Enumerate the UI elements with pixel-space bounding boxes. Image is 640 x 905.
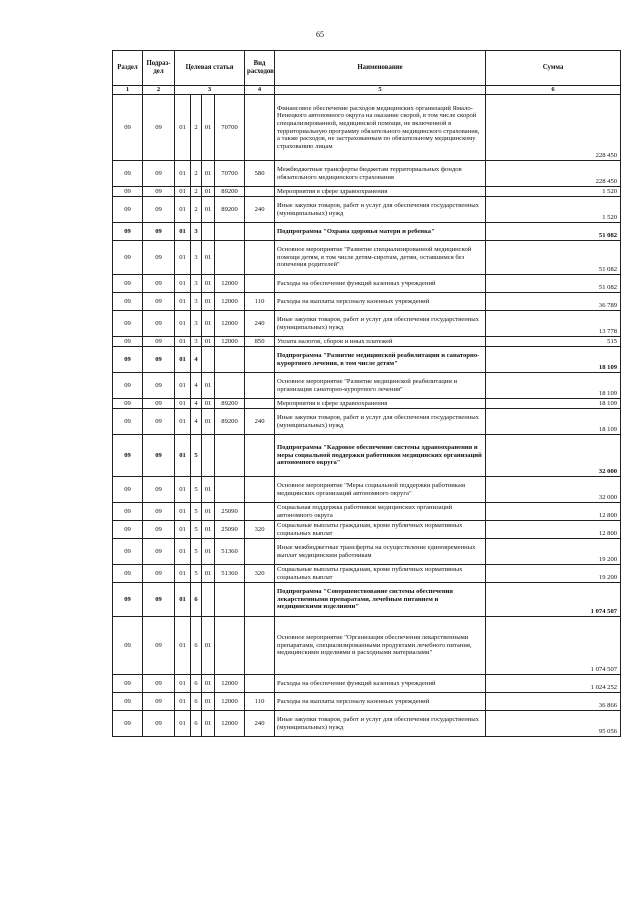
razdel-cell: 09 [113, 223, 143, 241]
sum-cell: 1 074 507 [486, 617, 621, 675]
razdel-cell: 09 [113, 435, 143, 477]
sum-cell: 19 200 [486, 539, 621, 565]
target-cell-3: 01 [202, 503, 215, 521]
name-cell: Иные закупки товаров, работ и услуг для обеспечения государственных (муниципальных) нужд [275, 197, 486, 223]
podrazdel-cell: 09 [143, 521, 175, 539]
sum-cell: 51 082 [486, 275, 621, 293]
target-cell-2: 4 [191, 409, 202, 435]
vid-cell [245, 347, 275, 373]
target-cell-3: 01 [202, 311, 215, 337]
sum-cell: 1 024 252 [486, 675, 621, 693]
podrazdel-cell: 09 [143, 293, 175, 311]
header-vid: Вид расходов [245, 51, 275, 86]
table-row [113, 275, 621, 293]
podrazdel-cell: 09 [143, 409, 175, 435]
col-number: 5 [275, 86, 486, 95]
vid-cell [245, 617, 275, 675]
name-cell: Иные закупки товаров, работ и услуг для обеспечения государственных (муниципальных) нужд [275, 311, 486, 337]
razdel-cell: 09 [113, 311, 143, 337]
target-cell-3: 01 [202, 693, 215, 711]
name-cell: Подпрограмма "Совершенствование системы обеспечения лекарственными препаратами, лечебным питанием и медицинскими изделиями" [275, 583, 486, 617]
target-cell-1: 01 [175, 197, 191, 223]
header-target: Целевая статья [175, 51, 245, 86]
target-cell-2: 6 [191, 693, 202, 711]
target-cell-1: 01 [175, 95, 191, 161]
target-cell-3: 01 [202, 409, 215, 435]
sum-cell: 18 109 [486, 399, 621, 409]
table-row [113, 347, 621, 373]
target-cell-2: 3 [191, 275, 202, 293]
razdel-cell: 09 [113, 503, 143, 521]
target-cell-4: 70700 [215, 161, 245, 187]
name-cell: Мероприятия в сфере здравоохранения [275, 187, 486, 197]
target-cell-4 [215, 347, 245, 373]
target-cell-2: 3 [191, 223, 202, 241]
target-cell-3: 01 [202, 293, 215, 311]
target-cell-4 [215, 241, 245, 275]
target-cell-4: 89200 [215, 197, 245, 223]
target-cell-4 [215, 583, 245, 617]
target-cell-3: 01 [202, 161, 215, 187]
vid-cell [245, 435, 275, 477]
razdel-cell: 09 [113, 161, 143, 187]
table-row [113, 95, 621, 161]
name-cell: Подпрограмма "Кадровое обеспечение системы здравоохранения и меры социальной поддержки работников медицинских организаций автономного округа" [275, 435, 486, 477]
razdel-cell: 09 [113, 293, 143, 311]
podrazdel-cell: 09 [143, 373, 175, 399]
target-cell-1: 01 [175, 711, 191, 737]
target-cell-1: 01 [175, 241, 191, 275]
name-cell: Расходы на обеспечение функций казенных учреждений [275, 675, 486, 693]
target-cell-4: 12000 [215, 275, 245, 293]
sum-cell: 18 109 [486, 409, 621, 435]
table-row [113, 223, 621, 241]
table-row [113, 293, 621, 311]
target-cell-3: 01 [202, 565, 215, 583]
sum-cell: 51 082 [486, 223, 621, 241]
vid-cell: 240 [245, 711, 275, 737]
sum-cell: 19 200 [486, 565, 621, 583]
target-cell-2: 5 [191, 477, 202, 503]
podrazdel-cell: 09 [143, 223, 175, 241]
sum-cell: 1 520 [486, 197, 621, 223]
target-cell-2: 3 [191, 241, 202, 275]
table-row [113, 539, 621, 565]
vid-cell [245, 241, 275, 275]
target-cell-2: 4 [191, 399, 202, 409]
podrazdel-cell: 09 [143, 565, 175, 583]
col-number: 4 [245, 86, 275, 95]
vid-cell: 240 [245, 409, 275, 435]
target-cell-3: 01 [202, 399, 215, 409]
header-name: Наименование [275, 51, 486, 86]
target-cell-3: 01 [202, 617, 215, 675]
target-cell-2: 2 [191, 197, 202, 223]
razdel-cell: 09 [113, 197, 143, 223]
target-cell-4: 12000 [215, 337, 245, 347]
target-cell-1: 01 [175, 477, 191, 503]
table-row [113, 503, 621, 521]
target-cell-3: 01 [202, 477, 215, 503]
name-cell: Иные межбюджетные трансферты на осуществление единовременных выплат медицинским работникам [275, 539, 486, 565]
razdel-cell: 09 [113, 693, 143, 711]
table-row [113, 241, 621, 275]
target-cell-4: 12000 [215, 711, 245, 737]
name-cell: Социальные выплаты гражданам, кроме публичных нормативных социальных выплат [275, 565, 486, 583]
table-row [113, 337, 621, 347]
vid-cell [245, 675, 275, 693]
target-cell-1: 01 [175, 409, 191, 435]
sum-cell: 228 450 [486, 161, 621, 187]
podrazdel-cell: 09 [143, 347, 175, 373]
sum-cell: 515 [486, 337, 621, 347]
target-cell-1: 01 [175, 373, 191, 399]
razdel-cell: 09 [113, 521, 143, 539]
target-cell-4: 89200 [215, 187, 245, 197]
target-cell-3: 01 [202, 675, 215, 693]
sum-cell: 95 056 [486, 711, 621, 737]
table-row [113, 617, 621, 675]
target-cell-4: 12000 [215, 675, 245, 693]
razdel-cell: 09 [113, 583, 143, 617]
sum-cell: 13 778 [486, 311, 621, 337]
table-row [113, 521, 621, 539]
target-cell-1: 01 [175, 223, 191, 241]
razdel-cell: 09 [113, 187, 143, 197]
target-cell-3: 01 [202, 711, 215, 737]
target-cell-4: 70700 [215, 95, 245, 161]
razdel-cell: 09 [113, 95, 143, 161]
target-cell-2: 5 [191, 503, 202, 521]
target-cell-3 [202, 583, 215, 617]
name-cell: Подпрограмма "Охрана здоровья матери и ребенка" [275, 223, 486, 241]
name-cell: Основное мероприятие "Развитие специализированной медицинской помощи детям, в том числе детям-сиротам, детям, оставшимся без попечения родителей" [275, 241, 486, 275]
vid-cell [245, 399, 275, 409]
target-cell-1: 01 [175, 311, 191, 337]
header-row [113, 51, 621, 86]
name-cell: Уплата налогов, сборов и иных платежей [275, 337, 486, 347]
target-cell-2: 2 [191, 187, 202, 197]
target-cell-4 [215, 373, 245, 399]
target-cell-4: 89200 [215, 409, 245, 435]
sum-cell: 32 000 [486, 435, 621, 477]
target-cell-1: 01 [175, 187, 191, 197]
target-cell-4: 12000 [215, 293, 245, 311]
razdel-cell: 09 [113, 409, 143, 435]
podrazdel-cell: 09 [143, 337, 175, 347]
podrazdel-cell: 09 [143, 711, 175, 737]
vid-cell [245, 223, 275, 241]
table-row [113, 565, 621, 583]
sum-cell: 36 789 [486, 293, 621, 311]
target-cell-1: 01 [175, 583, 191, 617]
name-cell: Расходы на обеспечение функций казенных учреждений [275, 275, 486, 293]
target-cell-1: 01 [175, 275, 191, 293]
razdel-cell: 09 [113, 347, 143, 373]
target-cell-3: 01 [202, 337, 215, 347]
sum-cell: 18 109 [486, 347, 621, 373]
target-cell-2: 5 [191, 539, 202, 565]
target-cell-1: 01 [175, 293, 191, 311]
name-cell: Основное мероприятие "Развитие медицинской реабилитации и организация санаторно-курортного лечения" [275, 373, 486, 399]
target-cell-1: 01 [175, 565, 191, 583]
target-cell-1: 01 [175, 435, 191, 477]
name-cell: Расходы на выплаты персоналу казенных учреждений [275, 293, 486, 311]
razdel-cell: 09 [113, 337, 143, 347]
razdel-cell: 09 [113, 565, 143, 583]
target-cell-3 [202, 435, 215, 477]
name-cell: Социальная поддержка работников медицинских организаций автономного округа [275, 503, 486, 521]
target-cell-4: 89200 [215, 399, 245, 409]
podrazdel-cell: 09 [143, 477, 175, 503]
razdel-cell: 09 [113, 275, 143, 293]
podrazdel-cell: 09 [143, 617, 175, 675]
vid-cell [245, 477, 275, 503]
target-cell-2: 3 [191, 337, 202, 347]
sum-cell: 228 450 [486, 95, 621, 161]
name-cell: Иные закупки товаров, работ и услуг для обеспечения государственных (муниципальных) нужд [275, 711, 486, 737]
table-row [113, 409, 621, 435]
target-cell-2: 6 [191, 583, 202, 617]
target-cell-2: 5 [191, 565, 202, 583]
razdel-cell: 09 [113, 675, 143, 693]
podrazdel-cell: 09 [143, 275, 175, 293]
sum-cell: 36 866 [486, 693, 621, 711]
podrazdel-cell: 09 [143, 583, 175, 617]
target-cell-1: 01 [175, 337, 191, 347]
col-number: 1 [113, 86, 143, 95]
podrazdel-cell: 09 [143, 693, 175, 711]
table-row [113, 477, 621, 503]
podrazdel-cell: 09 [143, 311, 175, 337]
sum-cell: 51 082 [486, 241, 621, 275]
target-cell-3: 01 [202, 373, 215, 399]
vid-cell [245, 187, 275, 197]
target-cell-2: 2 [191, 161, 202, 187]
name-cell: Иные закупки товаров, работ и услуг для обеспечения государственных (муниципальных) нужд [275, 409, 486, 435]
vid-cell [245, 503, 275, 521]
vid-cell: 240 [245, 197, 275, 223]
target-cell-3: 01 [202, 539, 215, 565]
table-row [113, 435, 621, 477]
name-cell: Основное мероприятие "Меры социальной поддержки работникам медицинских организаций автономного округа" [275, 477, 486, 503]
podrazdel-cell: 09 [143, 399, 175, 409]
podrazdel-cell: 09 [143, 95, 175, 161]
sum-cell: 12 800 [486, 503, 621, 521]
sum-cell: 12 800 [486, 521, 621, 539]
name-cell: Мероприятия в сфере здравоохранения [275, 399, 486, 409]
table-row [113, 583, 621, 617]
name-cell: Финансовое обеспечение расходов медицинских организаций Ямало-Ненецкого автономного округа на оказание скорой, в том числе скорой специализированной, медицинской помощи, не включенной в территориальную программу обязательного медицинского страхования, а также расходов, не застрахованным по обязательному медицинскому страхованию лицам [275, 95, 486, 161]
table-row [113, 399, 621, 409]
header-sum: Сумма [486, 51, 621, 86]
vid-cell: 240 [245, 311, 275, 337]
vid-cell [245, 583, 275, 617]
podrazdel-cell: 09 [143, 675, 175, 693]
name-cell: Расходы на выплаты персоналу казенных учреждений [275, 693, 486, 711]
razdel-cell: 09 [113, 241, 143, 275]
target-cell-1: 01 [175, 161, 191, 187]
header-podrazdel: Подраз-дел [143, 51, 175, 86]
target-cell-2: 4 [191, 347, 202, 373]
vid-cell: 850 [245, 337, 275, 347]
name-cell: Межбюджетные трансферты бюджетам территориальных фондов обязательного медицинского страхования [275, 161, 486, 187]
target-cell-1: 01 [175, 617, 191, 675]
target-cell-4: 12000 [215, 311, 245, 337]
table-row [113, 693, 621, 711]
vid-cell [245, 95, 275, 161]
name-cell: Подпрограмма "Развитие медицинской реабилитации и санаторно-курортного лечения, в том числе детям" [275, 347, 486, 373]
target-cell-1: 01 [175, 347, 191, 373]
vid-cell [245, 275, 275, 293]
target-cell-2: 5 [191, 521, 202, 539]
razdel-cell: 09 [113, 617, 143, 675]
target-cell-3: 01 [202, 241, 215, 275]
col-number: 3 [175, 86, 245, 95]
target-cell-4: 51360 [215, 565, 245, 583]
vid-cell: 320 [245, 565, 275, 583]
target-cell-4: 25090 [215, 503, 245, 521]
column-number-row [113, 86, 621, 95]
vid-cell: 110 [245, 293, 275, 311]
target-cell-3: 01 [202, 95, 215, 161]
target-cell-2: 4 [191, 373, 202, 399]
razdel-cell: 09 [113, 477, 143, 503]
header-razdel: Раздел [113, 51, 143, 86]
sum-cell: 1 074 507 [486, 583, 621, 617]
vid-cell [245, 539, 275, 565]
target-cell-1: 01 [175, 503, 191, 521]
sum-cell: 1 520 [486, 187, 621, 197]
target-cell-2: 6 [191, 617, 202, 675]
podrazdel-cell: 09 [143, 241, 175, 275]
podrazdel-cell: 09 [143, 539, 175, 565]
page-number: 65 [316, 30, 324, 39]
table-row [113, 675, 621, 693]
podrazdel-cell: 09 [143, 435, 175, 477]
target-cell-1: 01 [175, 399, 191, 409]
target-cell-1: 01 [175, 521, 191, 539]
table-row [113, 187, 621, 197]
vid-cell: 320 [245, 521, 275, 539]
table-row [113, 373, 621, 399]
target-cell-3: 01 [202, 521, 215, 539]
podrazdel-cell: 09 [143, 187, 175, 197]
table-row [113, 311, 621, 337]
target-cell-3: 01 [202, 187, 215, 197]
podrazdel-cell: 09 [143, 161, 175, 187]
target-cell-4 [215, 477, 245, 503]
target-cell-2: 5 [191, 435, 202, 477]
razdel-cell: 09 [113, 539, 143, 565]
target-cell-2: 3 [191, 293, 202, 311]
target-cell-4 [215, 223, 245, 241]
target-cell-3 [202, 347, 215, 373]
razdel-cell: 09 [113, 399, 143, 409]
target-cell-4: 51360 [215, 539, 245, 565]
target-cell-4: 25090 [215, 521, 245, 539]
target-cell-2: 6 [191, 711, 202, 737]
target-cell-1: 01 [175, 539, 191, 565]
target-cell-3 [202, 223, 215, 241]
vid-cell [245, 373, 275, 399]
name-cell: Основное мероприятие "Организация обеспечения лекарственными препаратами, специализированными продуктами лечебного питания, медицинскими изделиями и расходными материалами" [275, 617, 486, 675]
table-row [113, 711, 621, 737]
table-row [113, 197, 621, 223]
razdel-cell: 09 [113, 373, 143, 399]
sum-cell: 18 109 [486, 373, 621, 399]
vid-cell: 580 [245, 161, 275, 187]
target-cell-2: 3 [191, 311, 202, 337]
col-number: 6 [486, 86, 621, 95]
budget-table [112, 50, 621, 737]
target-cell-4: 12000 [215, 693, 245, 711]
vid-cell: 110 [245, 693, 275, 711]
target-cell-2: 6 [191, 675, 202, 693]
sum-cell: 32 000 [486, 477, 621, 503]
target-cell-1: 01 [175, 675, 191, 693]
target-cell-3: 01 [202, 197, 215, 223]
target-cell-4 [215, 435, 245, 477]
target-cell-3: 01 [202, 275, 215, 293]
podrazdel-cell: 09 [143, 503, 175, 521]
table-row [113, 161, 621, 187]
target-cell-1: 01 [175, 693, 191, 711]
name-cell: Социальные выплаты гражданам, кроме публичных нормативных социальных выплат [275, 521, 486, 539]
razdel-cell: 09 [113, 711, 143, 737]
col-number: 2 [143, 86, 175, 95]
target-cell-4 [215, 617, 245, 675]
podrazdel-cell: 09 [143, 197, 175, 223]
target-cell-2: 2 [191, 95, 202, 161]
